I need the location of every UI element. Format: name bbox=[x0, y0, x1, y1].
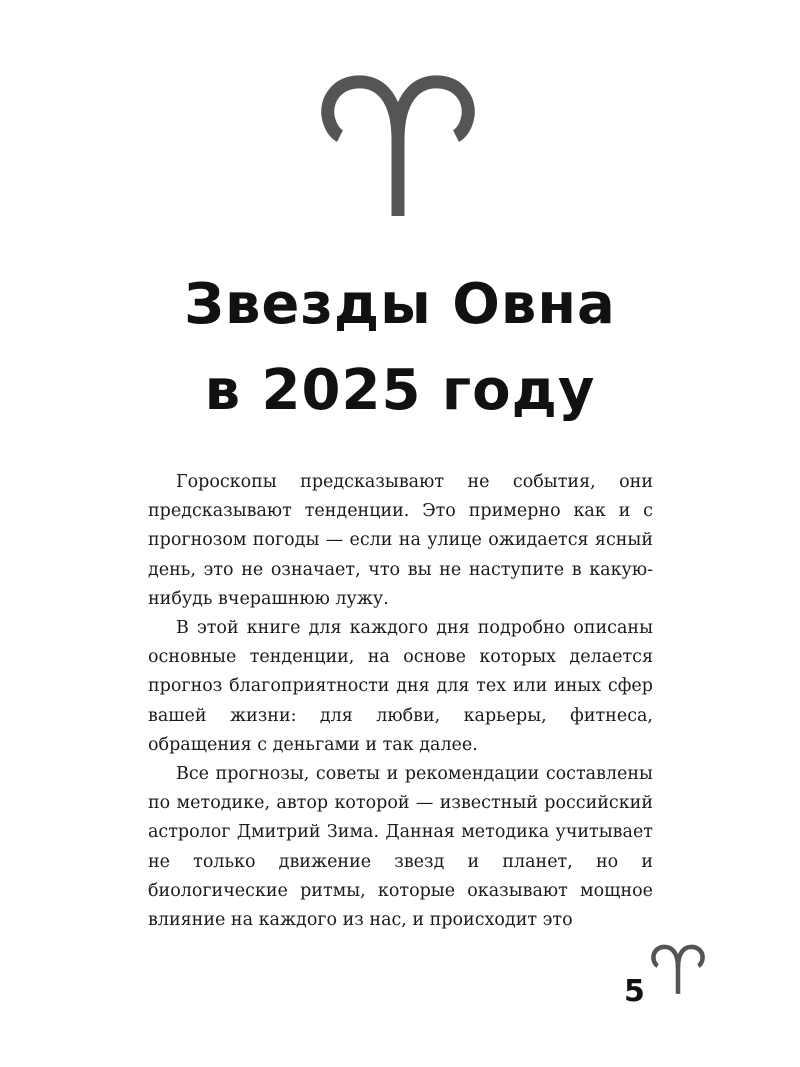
body-text bbox=[148, 468, 653, 935]
chapter-title-line-2: в 2025 году bbox=[204, 358, 596, 423]
chapter-title-line-1: Звезды Овна bbox=[184, 272, 616, 337]
paragraph: Гороскопы предсказывают не события, они предсказывают тенденции. Это примерно как и с прогнозом погоды — если на улице ожидается ясный день, это не означает, что вы не наступите в какую-нибудь вчерашнюю лужу. bbox=[148, 472, 653, 609]
aries-symbol-icon bbox=[318, 70, 478, 220]
aries-symbol-icon bbox=[650, 940, 706, 998]
paragraph: Все прогнозы, советы и рекомендации составлены по методике, автор которой — известный российский астролог Дмитрий Зима. Данная методика учитывает не только движение звезд и планет, но и биологические ритмы, которые оказывают мощное влияние на каждого из нас, и происходит это bbox=[148, 764, 653, 931]
chapter-title bbox=[0, 262, 800, 434]
paragraph: В этой книге для каждого дня подробно описаны основные тенденции, на основе которых делается прогноз благоприятности дня для тех или иных сфер вашей жизни: для любви, карьеры, фитнеса, обращения с деньгами и так далее. bbox=[148, 618, 653, 755]
page-number: 5 bbox=[624, 974, 645, 1009]
